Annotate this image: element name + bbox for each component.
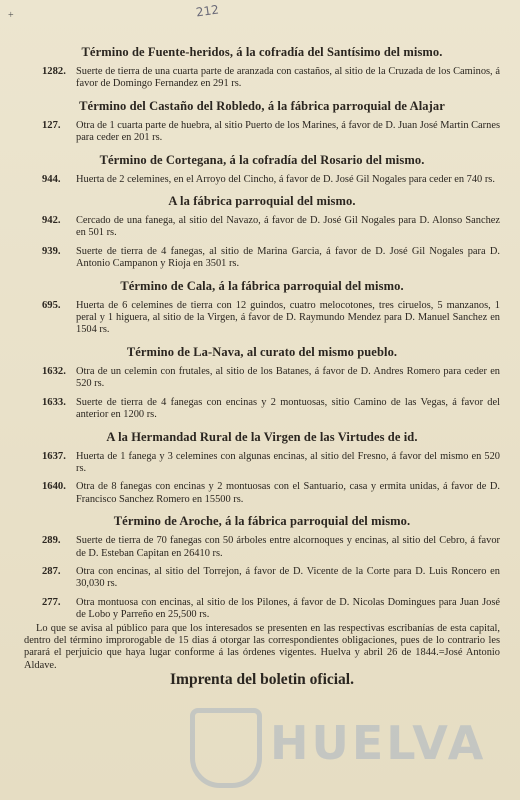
watermark-text: HUELVA bbox=[270, 716, 487, 770]
entry-text: Suerte de tierra de 4 fanegas, al sitio de Marina Garcia, á favor de D. José Gil Nogales para D. Antonio Campanon y Rioja en 3501 rs. bbox=[76, 245, 500, 270]
entry-number: 944. bbox=[42, 173, 61, 185]
section-heading: A la fábrica parroquial del mismo. bbox=[168, 194, 356, 209]
section-spacer bbox=[24, 271, 500, 278]
entry-number: 127. bbox=[42, 119, 61, 131]
entry-text: Huerta de 6 celemines de tierra con 12 guindos, cuatro melocotones, tres ciruelos, 5 manzanos, 1 peral y 1 higuera, al sitio de la Virgen, á favor de D. Raymundo Mendez para D. Manuel Sanchez en 1504 rs. bbox=[76, 299, 500, 336]
entry-number: 1637. bbox=[42, 450, 66, 462]
list-item bbox=[24, 300, 500, 337]
entry-text: Suerte de tierra de 4 fanegas con encinas y 2 montuosas, sitio Camino de las Vegas, á favor del anterior en 1200 rs. bbox=[76, 396, 500, 421]
document-body bbox=[24, 44, 500, 689]
section-spacer bbox=[24, 91, 500, 98]
entry-text: Cercado de una fanega, al sitio del Navazo, á favor de D. José Gil Nogales para D. Alonso Sanchez en 501 rs. bbox=[76, 215, 500, 239]
entry-number: 1640. bbox=[42, 481, 66, 493]
section-spacer bbox=[24, 506, 500, 513]
list-item bbox=[24, 366, 500, 391]
section-spacer bbox=[24, 337, 500, 344]
entry-number: 1633. bbox=[42, 396, 66, 408]
entry-text: Otra montuosa con encinas, al sitio de los Pilones, á favor de D. Nicolas Domingues para Juan José de Lobo y Parreño en 25,500 rs. bbox=[76, 596, 500, 621]
list-item bbox=[24, 215, 500, 240]
entry-number: 942. bbox=[42, 215, 61, 227]
list-item bbox=[24, 66, 500, 91]
section-heading: A la Hermandad Rural de la Virgen de las Virtudes de id. bbox=[106, 429, 418, 444]
section-spacer bbox=[24, 186, 500, 193]
entry-number: 277. bbox=[42, 596, 61, 608]
entry-number: 939. bbox=[42, 245, 61, 257]
list-item bbox=[24, 481, 500, 506]
entry-text: Huerta de 1 fanega y 3 celemines con algunas encinas, al sitio del Fresno, á favor del mismo en 520 rs. bbox=[76, 450, 500, 474]
list-item bbox=[24, 566, 500, 591]
list-item bbox=[24, 397, 500, 422]
section-spacer bbox=[24, 145, 500, 152]
entry-text: Otra con encinas, al sitio del Torrejon, á favor de D. Vicente de la Corte para D. Luis Roncero en 30,030 rs. bbox=[76, 565, 500, 590]
watermark-stamp bbox=[150, 690, 487, 785]
margin-mark: + bbox=[8, 10, 14, 21]
list-item bbox=[24, 246, 500, 271]
entry-text: Otra de 8 fanegas con encinas y 2 montuosas con el Santuario, casa y ermita unidas, á favor de D. Francisco Sanchez Romero en 15500 rs. bbox=[76, 481, 500, 505]
handwritten-page-number: 212 bbox=[195, 2, 220, 20]
section-heading: Término de Aroche, á la fábrica parroquial del mismo. bbox=[113, 514, 411, 529]
list-item bbox=[24, 120, 500, 145]
public-notice: Lo que se avisa al público para que los interesados se presenten en las respectivas escribanías de esta capital, dentro del término improrogable de 15 dias á otorgar las correspondientes obligaciones, pues de lo contrario les parará el perjuicio que haya lugar conforme á las órdenes vigentes. Huelva y abril 26 de 1844.=José Antonio Aldave. bbox=[24, 622, 500, 671]
entry-text: Otra de un celemin con frutales, al sitio de los Batanes, á favor de D. Andres Romero para ceder en 520 rs. bbox=[76, 365, 500, 390]
entry-number: 1282. bbox=[42, 66, 66, 77]
printer-footer: Imprenta del boletin oficial. bbox=[170, 671, 354, 689]
shield-watermark-icon bbox=[190, 708, 262, 788]
list-item bbox=[24, 597, 500, 622]
entry-number: 1632. bbox=[42, 365, 66, 377]
section-heading: Término del Castaño del Robledo, á la fábrica parroquial de Alajar bbox=[79, 98, 445, 113]
section-heading: Término de Corteganа, á la cofradía del Rosario del mismo. bbox=[99, 152, 425, 167]
entry-text: Huerta de 2 celemines, en el Arroyo del Cincho, á favor de D. José Gil Nogales para ceder en 740 rs. bbox=[76, 173, 495, 185]
section-heading: Término de La-Nava, al curato del mismo pueblo. bbox=[126, 344, 398, 359]
section-heading: Término de Fuente-heridos, á la cofradía del Santísimo del mismo. bbox=[81, 45, 443, 59]
entry-number: 287. bbox=[42, 565, 61, 577]
entry-number: 289. bbox=[42, 535, 61, 547]
entry-number: 695. bbox=[42, 299, 61, 311]
entry-text: Suerte de tierra de una cuarta parte de aranzada con castaños, al sitio de la Cruzada de los Caminos, á favor de Domingo Fernandez en 291 rs. bbox=[76, 66, 500, 90]
list-item bbox=[24, 174, 500, 186]
list-item bbox=[24, 451, 500, 476]
section-heading: Término de Cala, á la fábrica parroquial del mismo. bbox=[120, 278, 404, 293]
entry-text: Otra de 1 cuarta parte de huebra, al sitio Puerto de los Marines, á favor de D. Juan José Martin Carnes para ceder en 201 rs. bbox=[76, 119, 500, 144]
entry-text: Suerte de tierra de 70 fanegas con 50 árboles entre alcornoques y encinas, al sitio del Cebro, á favor de D. Esteban Capitan en 26410 rs. bbox=[76, 535, 500, 559]
section-spacer bbox=[24, 422, 500, 429]
list-item bbox=[24, 535, 500, 560]
